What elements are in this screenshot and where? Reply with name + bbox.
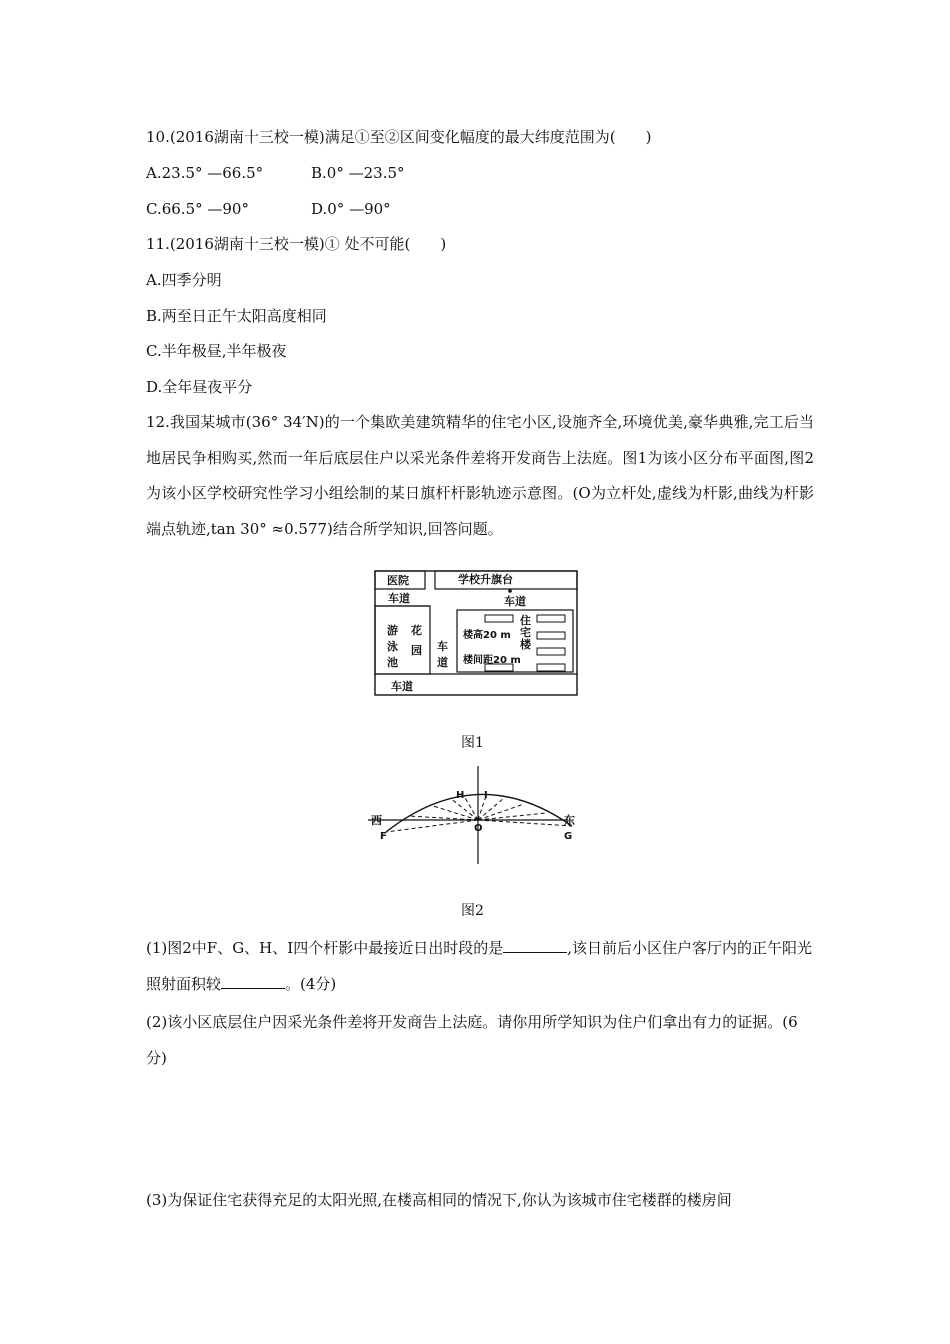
q12-sub1 (146, 931, 814, 1002)
q12-sub3: (3)为保证住宅获得充足的太阳光照,在楼高相同的情况下,你认为该城市住宅楼群的楼房间 (146, 1191, 732, 1209)
label-garden-1: 花 (411, 624, 422, 637)
label-building-height: 楼高20 m (463, 630, 511, 641)
label-pool-1: 游 (387, 624, 398, 637)
label-west: 西 (371, 814, 382, 827)
q12-sub1-part-a: (1)图2中F、G、H、I四个杆影中最接近日出时段的是 (146, 939, 504, 957)
label-flag-platform: 学校升旗台 (458, 573, 513, 586)
answer-blank-1[interactable] (503, 938, 567, 953)
label-building-spacing: 楼间距20 m (463, 655, 521, 666)
figure-1-site-plan (374, 570, 578, 696)
label-pool-2: 泳 (387, 640, 398, 653)
q10-option-d: D.0° —90° (311, 200, 391, 218)
q12-stem: 12.我国某城市(36° 34′N)的一个集欧美建筑精华的住宅小区,设施齐全,环境优美,豪华典雅,完工后当地居民争相购买,然而一年后底层住户以采光条件差将开发商告上法庭。图1为该小区分布平面图,图2为该小区学校研究性学习小组绘制的某日旗杆杆影轨迹示意图。(O为立杆处,虚线为杆影,曲线为杆影端点轨迹,tan 30° ≈0.577)结合所学知识,回答问题。 (146, 413, 814, 538)
q10-option-a: A.23.5° —66.5° (146, 164, 264, 182)
figure-1-caption: 图1 (461, 735, 484, 751)
q10-stem: 10.(2016湖南十三校一模)满足①至②区间变化幅度的最大纬度范围为( ) (146, 128, 652, 146)
label-east: 东 (564, 814, 575, 827)
label-road-bottom: 车道 (391, 680, 413, 693)
q11-stem: 11.(2016湖南十三校一模)① 处不可能( ) (146, 235, 447, 253)
flag-dot (508, 589, 512, 593)
label-hospital: 医院 (387, 574, 409, 587)
label-f: F (380, 831, 387, 842)
figure-2-caption: 图2 (461, 903, 484, 919)
label-pool-3: 池 (387, 656, 398, 669)
label-residential-3: 楼 (520, 638, 531, 651)
label-road-vertical-1: 车 (437, 640, 448, 653)
q12-sub1-part-b: ,该日前后小区住户客厅内的正午阳光照射面积较 (146, 939, 812, 993)
answer-blank-2[interactable] (221, 974, 285, 989)
q11-option-c: C.半年极昼,半年极夜 (146, 342, 287, 360)
label-road-top-right: 车道 (504, 595, 526, 608)
q12-sub2: (2)该小区底层住户因采光条件差将开发商告上法庭。请你用所学知识为住户们拿出有力的证据。(6分) (146, 1013, 798, 1067)
figure-2-shadow-trajectory (368, 760, 584, 868)
label-road-vertical-2: 道 (437, 656, 448, 669)
q11-option-b: B.两至日正午太阳高度相同 (146, 307, 327, 325)
label-residential-1: 住 (520, 614, 531, 627)
q11-option-a: A.四季分明 (146, 271, 222, 289)
label-o: O (474, 823, 483, 834)
label-i: I (484, 790, 488, 801)
q10-option-b: B.0° —23.5° (311, 164, 405, 182)
label-residential-2: 宅 (520, 626, 531, 639)
label-road-top-left: 车道 (388, 592, 410, 605)
q10-option-c: C.66.5° —90° (146, 200, 249, 218)
q11-option-d: D.全年昼夜平分 (146, 378, 253, 396)
label-garden-2: 园 (411, 644, 422, 657)
label-h: H (456, 790, 465, 801)
label-g: G (564, 831, 573, 842)
q12-sub1-part-c: 。(4分) (285, 974, 337, 993)
